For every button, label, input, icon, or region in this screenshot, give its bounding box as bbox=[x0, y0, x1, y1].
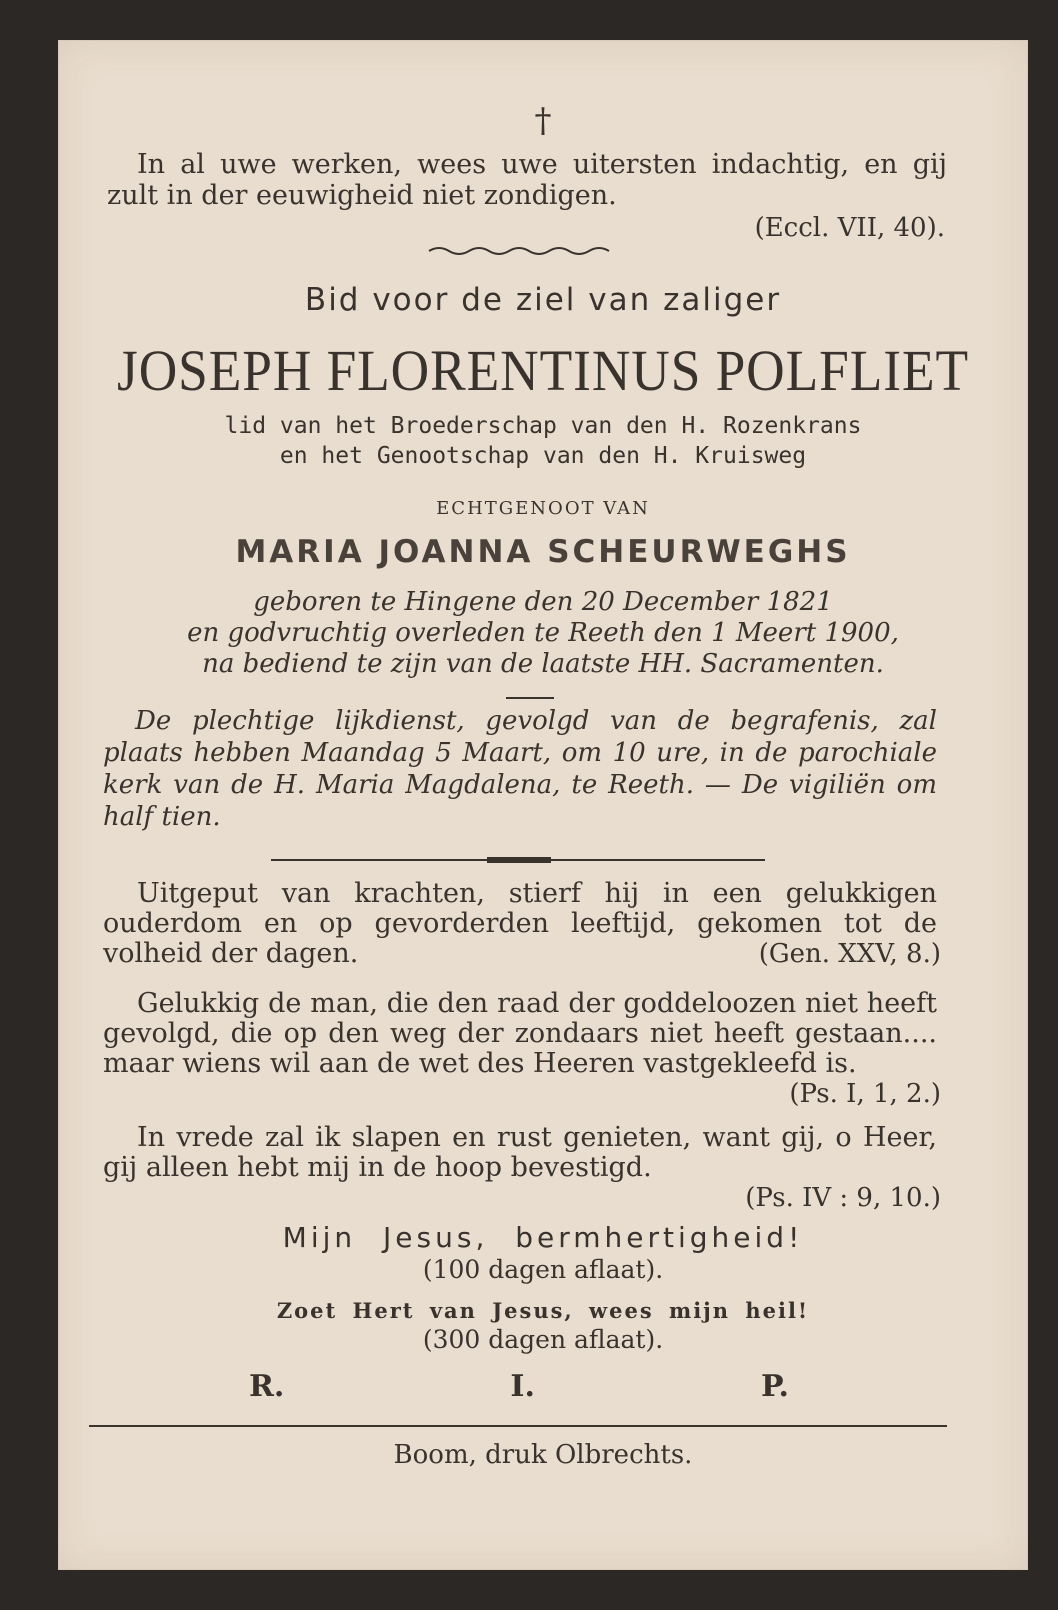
cross-symbol: † bbox=[534, 101, 552, 141]
indulgence-note: (100 dagen aflaat). bbox=[422, 1255, 664, 1284]
spouse-label: ECHTGENOOT VAN bbox=[436, 498, 650, 519]
membership-line-2: en het Genootschap van den H. Kruisweg bbox=[279, 443, 807, 469]
verse-reference: (Gen. XXV, 8.) bbox=[758, 939, 941, 969]
short-divider bbox=[506, 697, 554, 699]
verse-reference: (Ps. I, 1, 2.) bbox=[789, 1079, 941, 1109]
membership-line-1: lid van het Broederschap van den H. Rozenkrans bbox=[224, 413, 862, 439]
membership-text bbox=[59, 411, 1027, 471]
life-dates bbox=[59, 587, 1027, 680]
wavy-ornament bbox=[427, 243, 617, 257]
prayer-intro: Bid voor de ziel van zaliger bbox=[304, 282, 782, 318]
bottom-divider bbox=[89, 1425, 947, 1427]
prayer-mercy: Mijn Jesus, bermhertigheid! bbox=[282, 1221, 804, 1254]
epigraph-reference: (Eccl. VII, 40). bbox=[754, 213, 945, 243]
epigraph-text: In al uwe werken, wees uwe uitersten indachtig, en gij zult in der eeuwigheid niet zondigen. bbox=[107, 149, 947, 211]
divider-ornament bbox=[487, 857, 551, 863]
rip-letter: R. bbox=[249, 1369, 285, 1404]
birth-line-1: geboren te Hingene den 20 December 1821 bbox=[253, 587, 833, 617]
funeral-notice: De plechtige lijkdienst, gevolgd van de begrafenis, zal plaats hebben Maandag 5 Maart, om 10 ure, in de parochiale kerk van de H. Maria Magdalena, te Reeth. — De vigiliën om half tien. bbox=[103, 706, 937, 832]
birth-line-3: na bediend te zijn van de laatste HH. Sacramenten. bbox=[202, 649, 884, 679]
indulgence-note: (300 dagen aflaat). bbox=[422, 1325, 664, 1354]
rip-letter: I. bbox=[510, 1369, 535, 1404]
verse-text: Uitgeput van krachten, stierf hij in een gelukkigen ouderdom en op gevorderden leeftijd, gekomen tot de volheid der dagen. bbox=[103, 878, 937, 969]
verse-reference: (Ps. IV : 9, 10.) bbox=[745, 1183, 941, 1213]
birth-line-2: en godvruchtig overleden te Reeth den 1 Meert 1900, bbox=[187, 618, 899, 648]
rip-letter: P. bbox=[760, 1369, 789, 1404]
verse-text: In vrede zal ik slapen en rust genieten, want gij, o Heer, gij alleen hebt mij in de hoop bevestigd. bbox=[103, 1122, 937, 1183]
prayer-sacred-heart: Zoet Hert van Jesus, wees mijn heil! bbox=[276, 1298, 810, 1323]
printer-credit: Boom, druk Olbrechts. bbox=[393, 1440, 693, 1470]
memorial-card bbox=[58, 40, 1028, 1570]
deceased-name: JOSEPH FLORENTINUS POLFLIET bbox=[117, 338, 969, 403]
verse-text: Gelukkig de man, die den raad der goddeloozen niet heeft gevolgd, die op den weg der zondaars niet heeft gestaan.... maar wiens wil aan de wet des Heeren vastgekleefd is. bbox=[103, 988, 937, 1079]
rip-letters bbox=[249, 1369, 789, 1405]
spouse-name: MARIA JOANNA SCHEURWEGHS bbox=[235, 534, 851, 570]
